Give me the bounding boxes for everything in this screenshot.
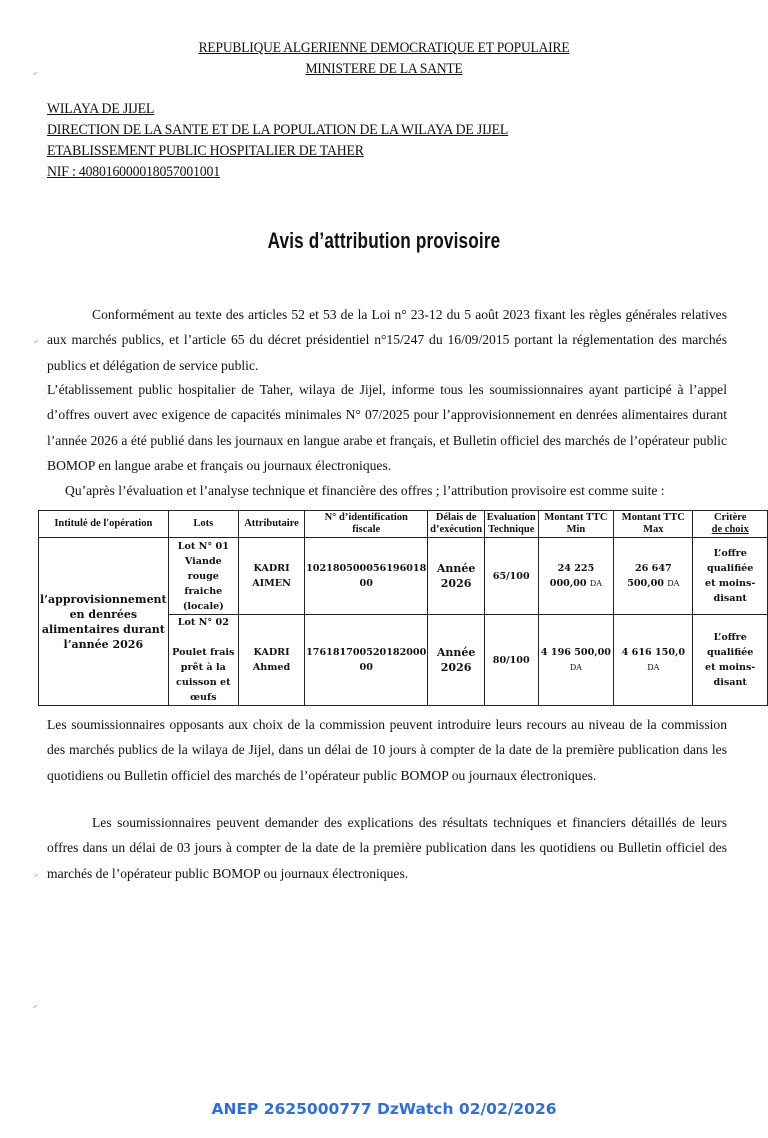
- header-nif: N° d’identification fiscale: [305, 511, 428, 538]
- table-row: [39, 538, 768, 615]
- nif-label: NIF :: [47, 164, 76, 180]
- operation-cell: l’approvisionnement en denrées alimentaires durant l’année 2026: [39, 538, 169, 706]
- page-title: Avis d’attribution provisoire: [267, 228, 501, 253]
- appeal-paragraph: Les soumissionnaires opposants aux choix de la commission peuvent introduire leurs recours au niveau de la commission des marchés publics de la wilaya de Jijel, dans un délai de 10 jours à compter de la date de la première publication dans les quotidiens ou Bulletin officiel des marchés de l’opérateur public BOMOP ou journaux électroniques.: [47, 717, 727, 783]
- nif-cell: 176181700520182000 00: [305, 615, 428, 706]
- republic-heading: REPUBLIQUE ALGERIENNE DEMOCRATIQUE ET POPULAIRE: [198, 40, 570, 56]
- explanations-paragraph: Les soumissionnaires peuvent demander des explications des résultats techniques et financiers détaillés de leurs offres dans un délai de 03 jours à compter de la date de la première publication dans les quotidiens ou Bulletin officiel des marchés de l’opérateur public BOMOP ou journaux électroniques.: [47, 815, 727, 881]
- scan-mark: [34, 874, 38, 877]
- nif-cell: 102180500056196018 00: [305, 538, 428, 615]
- publication-reference: ANEP 2625000777 DzWatch 02/02/2026: [211, 1100, 557, 1118]
- evaluation-cell: 65/100: [484, 538, 538, 615]
- scan-mark: [33, 72, 37, 75]
- establishment-line: ETABLISSEMENT PUBLIC HOSPITALIER DE TAHER: [47, 143, 364, 159]
- legal-basis-paragraph: Conformément au texte des articles 52 et 53 de la Loi n° 23-12 du 5 août 2023 fixant les règles générales relatives aux marchés publics, et l’article 65 du décret présidentiel n°15/247 du 16/09/2015 portant la réglementation des marchés publics et délégation de service public.: [47, 307, 727, 373]
- montant-max-cell: 4 616 150,0 DA: [614, 615, 693, 706]
- ministry-heading: MINISTERE DE LA SANTE: [305, 61, 463, 77]
- header-delais: Délais de d’exécution: [428, 511, 485, 538]
- header-operation: Intitulé de l'opération: [39, 511, 169, 538]
- wilaya-line: WILAYA DE JIJEL: [47, 101, 155, 117]
- critere-cell: L’offre qualifiée et moins- disant: [693, 538, 768, 615]
- nif-line: [47, 164, 220, 181]
- lot-cell: Lot N° 01 Viande rouge fraiche (locale): [168, 538, 238, 615]
- header-evaluation: Evaluation Technique: [484, 511, 538, 538]
- lot-cell: Lot N° 02 Poulet frais prêt à la cuisson et œufs: [168, 615, 238, 706]
- attributaire-cell: KADRI AIMEN: [238, 538, 304, 615]
- attribution-table: [38, 510, 768, 706]
- attributaire-cell: KADRI Ahmed: [238, 615, 304, 706]
- critere-cell: L’offre qualifiée et moins- disant: [693, 615, 768, 706]
- evaluation-cell: 80/100: [484, 615, 538, 706]
- scan-mark: [34, 340, 38, 343]
- information-paragraph: L’établissement public hospitalier de Taher, wilaya de Jijel, informe tous les soumissionnaires ayant participé à l’appel d’offres ouvert avec exigence de capacités minimales N° 07/2025 pour l’approvisionnement en denrées alimentaires durant l’année 2026 a été publié dans les journaux en langue arabe et français, et Bulletin officiel des marchés de l’opérateur public BOMOP en langue arabe et français ou journaux électroniques.: [47, 382, 727, 473]
- direction-line: DIRECTION DE LA SANTE ET DE LA POPULATION DE LA WILAYA DE JIJEL: [47, 122, 509, 138]
- result-intro-paragraph: Qu’après l’évaluation et l’analyse technique et financière des offres ; l’attribution provisoire est comme suite :: [65, 483, 665, 498]
- montant-max-cell: 26 647 500,00 DA: [614, 538, 693, 615]
- header-lots: Lots: [168, 511, 238, 538]
- table-header-row: [39, 511, 768, 538]
- nif-value: 408016000018057001001: [75, 164, 220, 180]
- delai-cell: Année 2026: [428, 538, 485, 615]
- montant-min-cell: 24 225 000,00 DA: [538, 538, 614, 615]
- header-attributaire: Attributaire: [238, 511, 304, 538]
- header-montant-max: Montant TTC Max: [614, 511, 693, 538]
- montant-min-cell: 4 196 500,00 DA: [538, 615, 614, 706]
- scan-mark: [33, 1005, 37, 1008]
- delai-cell: Année 2026: [428, 615, 485, 706]
- header-montant-min: Montant TTC Min: [538, 511, 614, 538]
- header-critere: Critère de choix: [693, 511, 768, 538]
